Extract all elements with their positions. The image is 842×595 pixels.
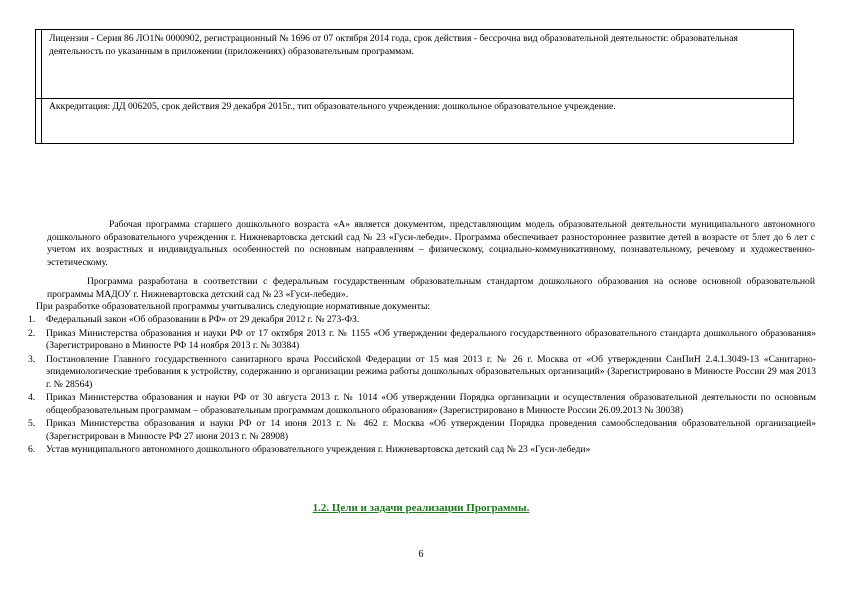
list-item-text: Приказ Министерства образования и науки РФ от 30 августа 2013 г. № 1014 «Об утверждении Порядка организации и осуществления образовательной деятельности по основным общеобразовательным программам – образовательным программам дошкольного образования» (Зарегистрировано в Минюсте России 26.09.2013 № 30038)	[46, 392, 816, 416]
list-item-text: Приказ Министерства образования и науки РФ от 17 октября 2013 г. № 1155 «Об утверждении федерального государственного образовательного стандарта дошкольного образования» (Зарегистрировано в Минюсте РФ 14 ноября 2013 г. № 30384)	[46, 327, 816, 351]
list-item	[28, 328, 816, 353]
page-number: 6	[418, 549, 424, 560]
list-item-number: 1.	[28, 314, 36, 325]
list-item-number: 4.	[28, 392, 36, 403]
list-item-number: 5.	[28, 418, 36, 429]
accreditation-text: Аккредитация: ДД 006205, срок действия 29 декабря 2015г., тип образовательного учреждения: дошкольное образовательное учреждение.	[49, 101, 616, 112]
list-item-text: Федеральный закон «Об образовании в РФ» от 29 декабря 2012 г. № 273-ФЗ.	[46, 314, 360, 325]
list-item	[28, 314, 816, 327]
license-text: Лицензия - Серия 86 ЛО1№ 0000902, регистрационный № 1696 от 07 октября 2014 года, срок действия - бессрочна вид образовательной деятельности: образовательная деятельность по указанным в приложении (приложениях) образовательным программам.	[49, 33, 738, 57]
normative-docs-intro: При разработке образовательной программы учитывались следующие нормативные документы:	[36, 301, 431, 312]
normative-documents-list	[28, 314, 816, 458]
program-description-paragraph: Рабочая программа старшего дошкольного возраста «А» является документом, представляющим модель образовательной деятельности муниципального автономного дошкольного образовательного учреждения г. Нижневартовска детский сад № 23 «Гуси-лебеди». Программа обеспечивает разностороннее развитие детей в возрасте от 5лет до 6 лет с учетом их возрастных и индивидуальных особенностей по основным направлениям – физическому, социально-коммуникативному, познавательному, речевому и художественно-эстетическому.	[47, 219, 815, 268]
list-item-number: 3.	[28, 353, 36, 365]
list-item-text: Устав муниципального автономного дошкольного образовательного учреждения г. Нижневартовска детский сад № 23 «Гуси-лебеди»	[46, 444, 591, 455]
program-basis-paragraph: Программа разработана в соответствии с федеральным государственным образовательным стандартом дошкольного образования на основе основной образовательной программы МАДОУ г. Нижневартовска детский сад № 23 «Гуси-лебеди».	[47, 276, 815, 300]
section-heading: 1.2. Цели и задачи реализации Программы.	[312, 502, 530, 514]
license-info-box	[35, 29, 794, 144]
list-item-number: 6.	[28, 444, 36, 455]
box-divider	[36, 98, 793, 99]
list-item	[28, 418, 816, 443]
list-item-text: Постановление Главного государственного санитарного врача Российской Федерации от 15 мая 2013 г. № 26 г. Москва от «Об утверждении СанПиН 2.4.1.3049-13 «Санитарно- эпидемиологические требования к устройству, содержанию и организации режима работы дошкольных образовательных организаций» (Зарегистрировано в Минюсте России 29 мая 2013 г. № 28564)	[46, 353, 816, 390]
box-inner-rule	[41, 30, 42, 143]
list-item-number: 2.	[28, 327, 36, 339]
list-item	[28, 444, 816, 457]
list-item	[28, 392, 816, 417]
list-item	[28, 354, 816, 392]
list-item-text: Приказ Министерства образования и науки РФ от 14 июня 2013 г. № 462 г. Москва «Об утверждении Порядка проведения самообследования образовательной организацией» (Зарегистрирован в Минюсте РФ 27 июня 2013 г. № 28908)	[46, 418, 816, 442]
